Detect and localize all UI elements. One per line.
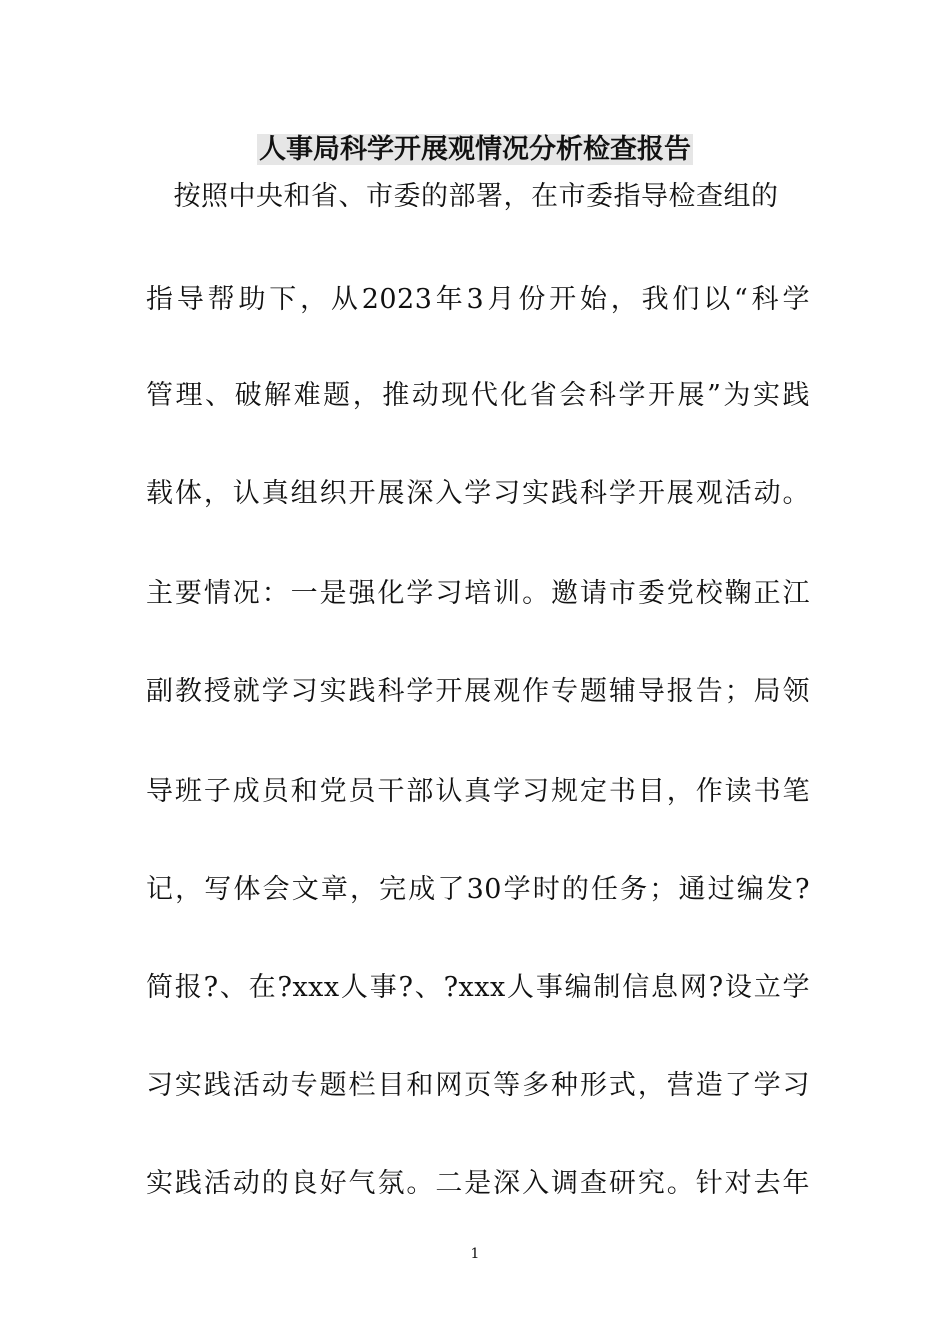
body-line: 习实践活动专题栏目和网页等多种形式，营造了学习	[146, 1070, 810, 1101]
body-line: 管理、破解难题，推动现代化省会科学开展”为实践	[146, 380, 810, 411]
document-title-text: 人事局科学开展观情况分析检查报告	[259, 134, 691, 165]
body-line: 简报?、在?xxx人事?、?xxx人事编制信息网?设立学	[146, 972, 810, 1003]
body-line: 主要情况：一是强化学习培训。邀请市委党校鞠正江	[146, 578, 810, 609]
body-line: 按照中央和省、市委的部署，在市委指导检查组的	[146, 181, 779, 212]
body-line: 载体，认真组织开展深入学习实践科学开展观活动。	[146, 478, 810, 509]
body-line: 指导帮助下，从2023年3月份开始，我们以“科学	[146, 284, 810, 315]
body-line: 记，写体会文章，完成了30学时的任务；通过编发?	[146, 874, 810, 905]
body-line: 副教授就学习实践科学开展观作专题辅导报告；局领	[146, 676, 810, 707]
document-title	[0, 130, 950, 170]
page-number: 1	[470, 1246, 480, 1262]
body-line: 导班子成员和党员干部认真学习规定书目，作读书笔	[146, 776, 810, 807]
body-line: 实践活动的良好气氛。二是深入调查研究。针对去年	[146, 1168, 810, 1199]
